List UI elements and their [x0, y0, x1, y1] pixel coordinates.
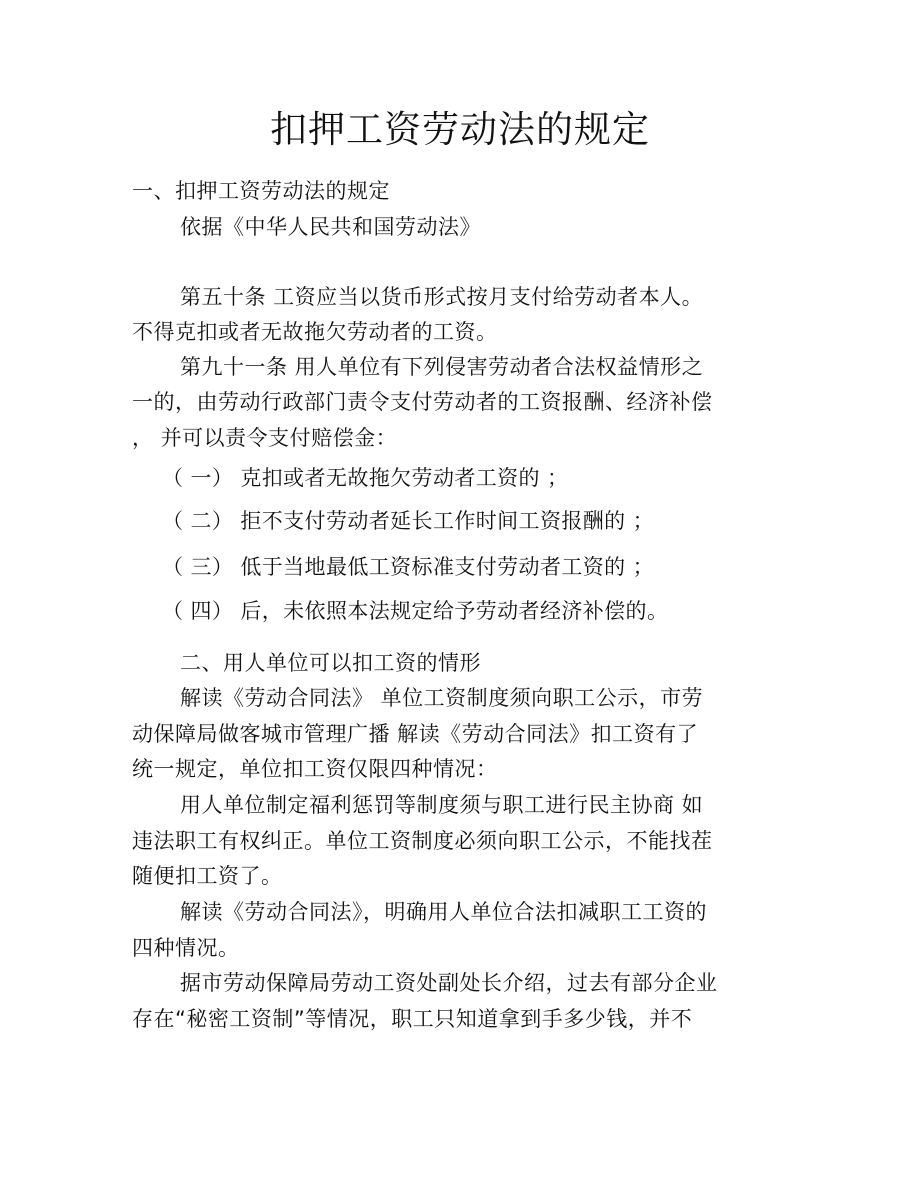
article-91-line-2: 一的，由劳动行政部门责令支付劳动者的工资报酬、经济补偿	[132, 390, 713, 414]
article-91-line-1: 第九十一条 用人单位有下列侵害劳动者合法权益情形之	[180, 355, 704, 379]
section-heading-1: 一、扣押工资劳动法的规定	[132, 179, 390, 203]
list-item-2: （ 二） 拒不支付劳动者延长工作时间工资报酬的 ；	[162, 509, 655, 533]
list-item-1: （ 一） 克扣或者无故拖欠劳动者工资的 ；	[162, 466, 569, 490]
interpretation-line-3: 统一规定，单位扣工资仅限四种情况：	[132, 757, 498, 781]
background-line-1: 据市劳动保障局劳动工资处副处长介绍，过去有部分企业	[180, 971, 718, 995]
explain-line-1: 解读《劳动合同法》，明确用人单位合法扣减职工工资的	[180, 900, 707, 924]
list-item-4: （ 四） 后，未依照本法规定给予劳动者经济补偿的。	[162, 599, 669, 623]
interpretation-line-2: 动保障局做客城市管理广播 解读《劳动合同法》扣工资有了	[132, 722, 699, 746]
article-50-line-1: 第五十条 工资应当以货币形式按月支付给劳动者本人。	[180, 285, 704, 309]
list-item-3: （ 三） 低于当地最低工资标准支付劳动者工资的 ；	[162, 555, 655, 579]
rules-line-1: 用人单位制定福利惩罚等制度须与职工进行民主协商 如	[180, 793, 704, 817]
rules-line-3: 随便扣工资了。	[132, 864, 283, 888]
background-line-2: 存在“秘密工资制”等情况，职工只知道拿到手多少钱，并不	[132, 1007, 693, 1031]
document-title: 扣押工资劳动法的规定	[270, 108, 650, 151]
rules-line-2: 违法职工有权纠正。单位工资制度必须向职工公示，不能找茬	[132, 829, 713, 853]
section-heading-2: 二、用人单位可以扣工资的情形	[180, 651, 481, 675]
interpretation-line-1: 解读《劳动合同法》 单位工资制度须向职工公示，市劳	[180, 686, 704, 710]
article-50-line-2: 不得克扣或者无故拖欠劳动者的工资。	[132, 320, 498, 344]
explain-line-2: 四种情况。	[132, 936, 240, 960]
article-91-line-3: ， 并可以责令支付赔偿金：	[132, 426, 398, 450]
basis-line: 依据《中华人民共和国劳动法》	[180, 215, 481, 239]
